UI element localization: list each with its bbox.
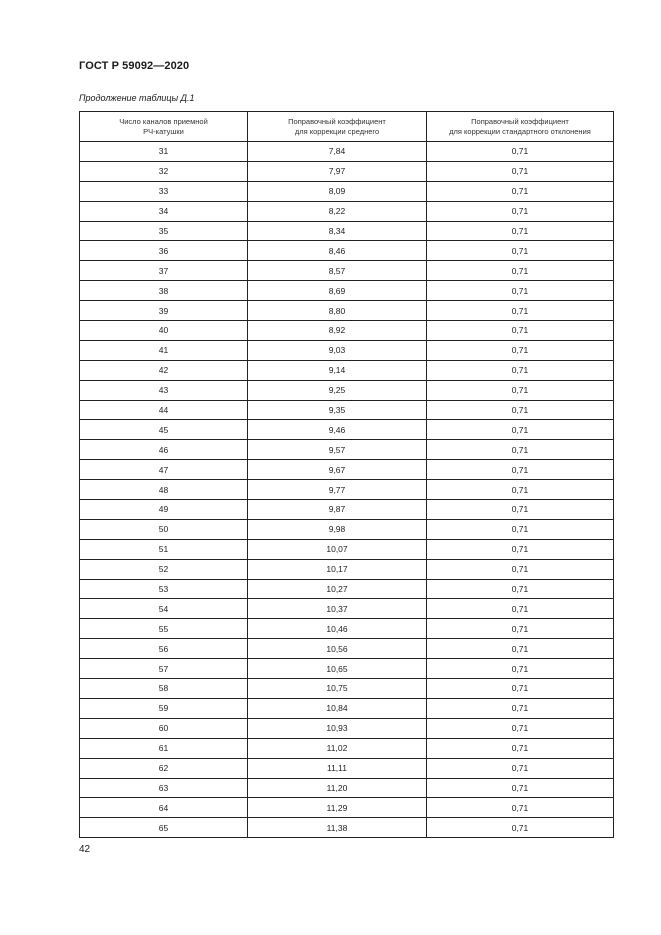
cell-mean-correction: 10,46	[248, 619, 427, 639]
table-row	[80, 718, 614, 738]
cell-mean-correction: 9,25	[248, 380, 427, 400]
cell-stddev-correction: 0,71	[427, 718, 614, 738]
cell-stddev-correction: 0,71	[427, 639, 614, 659]
cell-stddev-correction: 0,71	[427, 698, 614, 718]
column-header-line: для коррекции стандартного отклонения	[449, 126, 591, 136]
table-row	[80, 261, 614, 281]
cell-stddev-correction: 0,71	[427, 380, 614, 400]
cell-channels: 33	[80, 181, 248, 201]
cell-mean-correction: 8,22	[248, 201, 427, 221]
table-row	[80, 161, 614, 181]
cell-channels: 57	[80, 659, 248, 679]
table-row	[80, 679, 614, 699]
cell-channels: 50	[80, 519, 248, 539]
cell-channels: 62	[80, 758, 248, 778]
cell-channels: 55	[80, 619, 248, 639]
cell-stddev-correction: 0,71	[427, 798, 614, 818]
cell-mean-correction: 7,97	[248, 161, 427, 181]
cell-mean-correction: 8,69	[248, 281, 427, 301]
cell-stddev-correction: 0,71	[427, 619, 614, 639]
column-header-line: Число каналов приемной	[119, 116, 208, 126]
cell-mean-correction: 9,35	[248, 400, 427, 420]
cell-mean-correction: 11,20	[248, 778, 427, 798]
cell-channels: 44	[80, 400, 248, 420]
cell-channels: 38	[80, 281, 248, 301]
table-row	[80, 460, 614, 480]
cell-stddev-correction: 0,71	[427, 519, 614, 539]
cell-mean-correction: 10,65	[248, 659, 427, 679]
cell-mean-correction: 10,93	[248, 718, 427, 738]
cell-stddev-correction: 0,71	[427, 161, 614, 181]
table-row	[80, 519, 614, 539]
cell-mean-correction: 9,46	[248, 420, 427, 440]
table-row	[80, 221, 614, 241]
cell-mean-correction: 10,07	[248, 539, 427, 559]
cell-stddev-correction: 0,71	[427, 460, 614, 480]
cell-channels: 34	[80, 201, 248, 221]
cell-mean-correction: 10,56	[248, 639, 427, 659]
table-header-row	[80, 112, 614, 142]
table-row	[80, 241, 614, 261]
cell-channels: 63	[80, 778, 248, 798]
table-row	[80, 778, 614, 798]
cell-mean-correction: 10,27	[248, 579, 427, 599]
correction-coefficients-table	[79, 111, 614, 838]
table-row	[80, 340, 614, 360]
cell-channels: 41	[80, 340, 248, 360]
cell-mean-correction: 11,29	[248, 798, 427, 818]
cell-channels: 56	[80, 639, 248, 659]
cell-stddev-correction: 0,71	[427, 539, 614, 559]
cell-channels: 61	[80, 738, 248, 758]
cell-channels: 32	[80, 161, 248, 181]
table-row	[80, 281, 614, 301]
page-number: 42	[79, 844, 91, 855]
cell-mean-correction: 8,57	[248, 261, 427, 281]
column-header-line: Поправочный коэффициент	[471, 116, 569, 126]
table-row	[80, 380, 614, 400]
table-row	[80, 360, 614, 380]
column-header-line: для коррекции среднего	[294, 126, 380, 136]
table-row	[80, 639, 614, 659]
cell-stddev-correction: 0,71	[427, 778, 614, 798]
column-header-line: РЧ-катушки	[143, 126, 184, 136]
table-row	[80, 798, 614, 818]
cell-stddev-correction: 0,71	[427, 599, 614, 619]
cell-mean-correction: 7,84	[248, 142, 427, 162]
cell-channels: 37	[80, 261, 248, 281]
cell-channels: 39	[80, 301, 248, 321]
cell-stddev-correction: 0,71	[427, 738, 614, 758]
table-body	[80, 142, 614, 838]
table-row	[80, 420, 614, 440]
cell-channels: 43	[80, 380, 248, 400]
cell-channels: 59	[80, 698, 248, 718]
column-header-line: Поправочный коэффициент	[288, 116, 386, 126]
cell-stddev-correction: 0,71	[427, 201, 614, 221]
cell-mean-correction: 9,57	[248, 440, 427, 460]
cell-stddev-correction: 0,71	[427, 340, 614, 360]
cell-channels: 31	[80, 142, 248, 162]
cell-stddev-correction: 0,71	[427, 579, 614, 599]
cell-mean-correction: 8,80	[248, 301, 427, 321]
cell-mean-correction: 9,14	[248, 360, 427, 380]
table-row	[80, 659, 614, 679]
cell-channels: 42	[80, 360, 248, 380]
cell-stddev-correction: 0,71	[427, 420, 614, 440]
column-header-channels	[80, 112, 248, 142]
cell-stddev-correction: 0,71	[427, 818, 614, 838]
table-row	[80, 142, 614, 162]
cell-stddev-correction: 0,71	[427, 241, 614, 261]
cell-stddev-correction: 0,71	[427, 321, 614, 341]
table-row	[80, 599, 614, 619]
cell-mean-correction: 8,92	[248, 321, 427, 341]
cell-stddev-correction: 0,71	[427, 679, 614, 699]
table-row	[80, 480, 614, 500]
cell-channels: 45	[80, 420, 248, 440]
table-row	[80, 539, 614, 559]
cell-mean-correction: 10,84	[248, 698, 427, 718]
cell-channels: 65	[80, 818, 248, 838]
cell-stddev-correction: 0,71	[427, 480, 614, 500]
cell-mean-correction: 9,98	[248, 519, 427, 539]
cell-mean-correction: 8,46	[248, 241, 427, 261]
cell-mean-correction: 11,11	[248, 758, 427, 778]
column-header-mean-correction	[248, 112, 427, 142]
column-header-stddev-correction	[427, 112, 614, 142]
cell-channels: 58	[80, 679, 248, 699]
cell-stddev-correction: 0,71	[427, 221, 614, 241]
cell-mean-correction: 10,37	[248, 599, 427, 619]
cell-mean-correction: 8,09	[248, 181, 427, 201]
cell-channels: 49	[80, 500, 248, 520]
cell-mean-correction: 9,77	[248, 480, 427, 500]
cell-channels: 48	[80, 480, 248, 500]
cell-stddev-correction: 0,71	[427, 440, 614, 460]
cell-mean-correction: 9,03	[248, 340, 427, 360]
cell-channels: 53	[80, 579, 248, 599]
cell-mean-correction: 9,87	[248, 500, 427, 520]
cell-mean-correction: 9,67	[248, 460, 427, 480]
table-row	[80, 440, 614, 460]
table-row	[80, 698, 614, 718]
cell-stddev-correction: 0,71	[427, 142, 614, 162]
table-caption: Продолжение таблицы Д.1	[79, 93, 195, 103]
cell-mean-correction: 10,17	[248, 559, 427, 579]
cell-channels: 51	[80, 539, 248, 559]
cell-mean-correction: 11,02	[248, 738, 427, 758]
cell-channels: 47	[80, 460, 248, 480]
cell-stddev-correction: 0,71	[427, 181, 614, 201]
table-row	[80, 738, 614, 758]
cell-channels: 64	[80, 798, 248, 818]
table-row	[80, 559, 614, 579]
document-id: ГОСТ Р 59092—2020	[79, 60, 190, 72]
cell-stddev-correction: 0,71	[427, 559, 614, 579]
cell-stddev-correction: 0,71	[427, 659, 614, 679]
cell-channels: 46	[80, 440, 248, 460]
table-row	[80, 201, 614, 221]
cell-channels: 35	[80, 221, 248, 241]
cell-channels: 40	[80, 321, 248, 341]
cell-stddev-correction: 0,71	[427, 281, 614, 301]
cell-channels: 54	[80, 599, 248, 619]
cell-mean-correction: 10,75	[248, 679, 427, 699]
cell-stddev-correction: 0,71	[427, 758, 614, 778]
cell-stddev-correction: 0,71	[427, 261, 614, 281]
cell-stddev-correction: 0,71	[427, 360, 614, 380]
cell-stddev-correction: 0,71	[427, 301, 614, 321]
table-row	[80, 619, 614, 639]
cell-stddev-correction: 0,71	[427, 500, 614, 520]
table-row	[80, 321, 614, 341]
table-row	[80, 301, 614, 321]
table-row	[80, 181, 614, 201]
cell-mean-correction: 8,34	[248, 221, 427, 241]
table-row	[80, 500, 614, 520]
table-row	[80, 758, 614, 778]
cell-channels: 52	[80, 559, 248, 579]
table-row	[80, 818, 614, 838]
table-row	[80, 579, 614, 599]
cell-mean-correction: 11,38	[248, 818, 427, 838]
table-row	[80, 400, 614, 420]
cell-channels: 36	[80, 241, 248, 261]
cell-channels: 60	[80, 718, 248, 738]
cell-stddev-correction: 0,71	[427, 400, 614, 420]
